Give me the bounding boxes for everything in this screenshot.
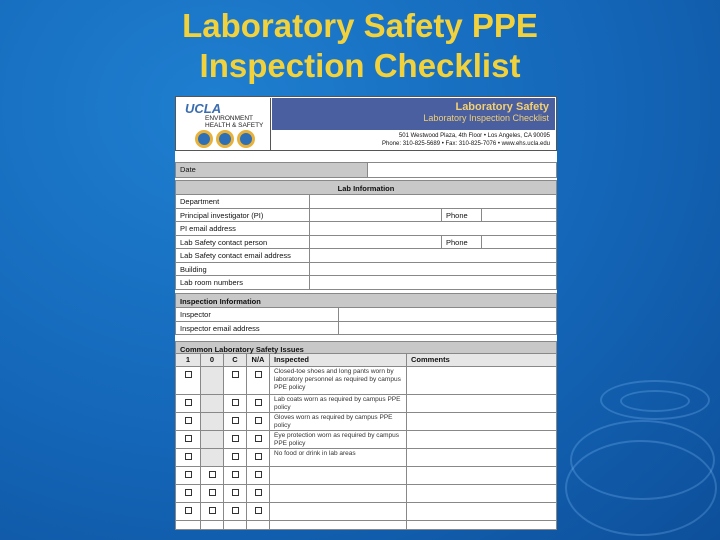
checkbox[interactable]: [232, 417, 239, 424]
checkbox[interactable]: [209, 507, 216, 514]
comments-field[interactable]: [406, 431, 558, 448]
issue-cell: [200, 413, 223, 430]
ripple-decoration: [620, 390, 690, 412]
issue-cell: [176, 367, 200, 394]
issue-cell: [223, 449, 246, 466]
comments-field[interactable]: [406, 503, 558, 520]
issue-cell: [269, 503, 406, 520]
lab-info-field[interactable]: [309, 263, 556, 276]
issue-row: [175, 367, 557, 395]
checkbox[interactable]: [255, 435, 262, 442]
comments-field[interactable]: [406, 521, 558, 529]
checkbox[interactable]: [255, 507, 262, 514]
issue-cell: [200, 467, 223, 484]
lab-info-row: Principal investigator (PI) Phone: [175, 209, 557, 223]
comments-field[interactable]: [406, 467, 558, 484]
checkbox[interactable]: [185, 435, 192, 442]
lab-info-row: Lab room numbers: [175, 276, 557, 290]
issue-cell: [223, 367, 246, 394]
checkbox[interactable]: [209, 489, 216, 496]
radiation-icon: [195, 130, 213, 148]
column-header: 1: [185, 355, 191, 364]
checkbox[interactable]: [185, 489, 192, 496]
lab-info-row: Lab Safety contact person Phone: [175, 236, 557, 250]
issue-cell: [176, 521, 200, 529]
issue-cell: [223, 485, 246, 502]
issue-cell: [269, 485, 406, 502]
checkbox[interactable]: [185, 417, 192, 424]
inspection-info-row: Inspector: [175, 308, 557, 322]
document-header: [175, 96, 557, 151]
column-header: C: [223, 354, 246, 366]
issue-cell: [223, 395, 246, 412]
inspection-info-header: Inspection Information: [175, 293, 557, 308]
issue-cell: [176, 467, 200, 484]
lab-info-row: PI email address: [175, 222, 557, 236]
phone-field[interactable]: [481, 236, 556, 249]
issue-cell: No food or drink in lab areas: [269, 449, 406, 466]
inspection-info-row: Inspector email address: [175, 322, 557, 336]
issue-cell: Gloves worn as required by campus PPE policy: [269, 413, 406, 430]
checkbox[interactable]: [232, 399, 239, 406]
issue-cell: [200, 521, 223, 529]
issue-row: [175, 449, 557, 467]
checkbox[interactable]: [232, 489, 239, 496]
lab-info-field[interactable]: [309, 209, 439, 222]
checkbox[interactable]: [255, 471, 262, 478]
phone-field[interactable]: [481, 209, 556, 222]
checkbox[interactable]: [185, 507, 192, 514]
issue-cell: [200, 449, 223, 466]
comments-field[interactable]: [406, 485, 558, 502]
issue-cell: [246, 431, 269, 448]
issue-cell: [176, 449, 200, 466]
issue-cell: Closed-toe shoes and long pants worn by laboratory personnel as required by campus PPE policy: [269, 367, 406, 394]
issue-row: [175, 413, 557, 431]
issue-cell: [246, 521, 269, 529]
checklist-document: [175, 96, 557, 530]
issue-cell: [176, 413, 200, 430]
ucla-logo: UCLA ENVIRONMENT HEALTH & SAFETY: [177, 98, 271, 150]
issue-cell: [223, 467, 246, 484]
issue-cell: [200, 367, 223, 394]
comments-field[interactable]: [406, 449, 558, 466]
flame-icon: [216, 130, 234, 148]
issue-cell: [246, 485, 269, 502]
issue-cell: [246, 449, 269, 466]
issue-cell: [176, 485, 200, 502]
issue-cell: [200, 503, 223, 520]
issue-cell: [176, 503, 200, 520]
lab-info-field[interactable]: [309, 222, 556, 235]
issue-cell: [223, 521, 246, 529]
lab-info-header: Lab Information: [175, 180, 557, 195]
lab-info-field[interactable]: [309, 276, 556, 289]
issue-cell: [246, 467, 269, 484]
issue-cell: [246, 413, 269, 430]
issue-cell: [246, 503, 269, 520]
issue-row: [175, 521, 557, 530]
checkbox[interactable]: [255, 371, 262, 378]
checkbox[interactable]: [232, 435, 239, 442]
checkbox[interactable]: [209, 471, 216, 478]
lab-info-field[interactable]: [309, 195, 556, 208]
checkbox[interactable]: [185, 471, 192, 478]
issue-cell: [176, 431, 200, 448]
checkbox[interactable]: [255, 453, 262, 460]
issue-cell: [176, 395, 200, 412]
phone-label: Phone: [441, 236, 481, 249]
comments-field[interactable]: [406, 413, 558, 430]
issue-cell: Eye protection worn as required by campus PPE policy: [269, 431, 406, 448]
checkbox[interactable]: [232, 507, 239, 514]
issue-cell: [223, 413, 246, 430]
issue-cell: [246, 395, 269, 412]
issue-row: [175, 431, 557, 449]
slide-title: Laboratory Safety PPE Inspection Checklist: [182, 7, 538, 84]
biohazard-icon: [237, 130, 255, 148]
phone-label: Phone: [441, 209, 481, 222]
issue-cell: [269, 467, 406, 484]
issues-header: Common Laboratory Safety Issues: [175, 341, 557, 354]
lab-info-row: Department: [175, 195, 557, 209]
issue-row: [175, 395, 557, 413]
column-header: Inspected: [269, 354, 406, 366]
issue-cell: [200, 485, 223, 502]
issue-cell: [223, 503, 246, 520]
address: 501 Westwood Plaza, 4th Floor • Los Angeles, CA 90095 Phone: 310-825-5689 • Fax: 310-825-7076 • www.ehs.ucla.edu: [382, 133, 550, 147]
checkbox[interactable]: [255, 399, 262, 406]
issue-row: [175, 503, 557, 521]
checkbox[interactable]: [232, 371, 239, 378]
issue-cell: [200, 395, 223, 412]
date-field[interactable]: [367, 163, 556, 177]
title-band: Laboratory Safety Laboratory Inspection Checklist: [272, 98, 555, 130]
column-header: 0: [200, 354, 223, 366]
comments-field[interactable]: [406, 395, 558, 412]
checkbox[interactable]: [185, 453, 192, 460]
checkbox[interactable]: [185, 371, 192, 378]
issue-row: [175, 485, 557, 503]
issue-cell: Lab coats worn as required by campus PPE policy: [269, 395, 406, 412]
column-header: Comments: [406, 354, 558, 366]
checkbox[interactable]: [255, 489, 262, 496]
comments-field[interactable]: [406, 367, 558, 394]
lab-info-field[interactable]: [309, 249, 556, 262]
column-header: N/A: [246, 354, 269, 366]
inspection-info-field[interactable]: [338, 308, 556, 321]
inspection-info-field[interactable]: [338, 322, 556, 335]
issues-column-header: [175, 354, 557, 367]
checkbox[interactable]: [232, 453, 239, 460]
checkbox[interactable]: [255, 417, 262, 424]
checkbox[interactable]: [185, 399, 192, 406]
issue-cell: [269, 521, 406, 529]
issue-row: [175, 467, 557, 485]
issue-cell: [223, 431, 246, 448]
checkbox[interactable]: [232, 471, 239, 478]
lab-info-field[interactable]: [309, 236, 439, 249]
issue-cell: [246, 367, 269, 394]
issue-cell: [200, 431, 223, 448]
lab-info-row: Lab Safety contact email address: [175, 249, 557, 263]
ripple-decoration: [565, 440, 717, 536]
date-row: Date: [175, 162, 557, 178]
lab-info-row: Building: [175, 263, 557, 277]
